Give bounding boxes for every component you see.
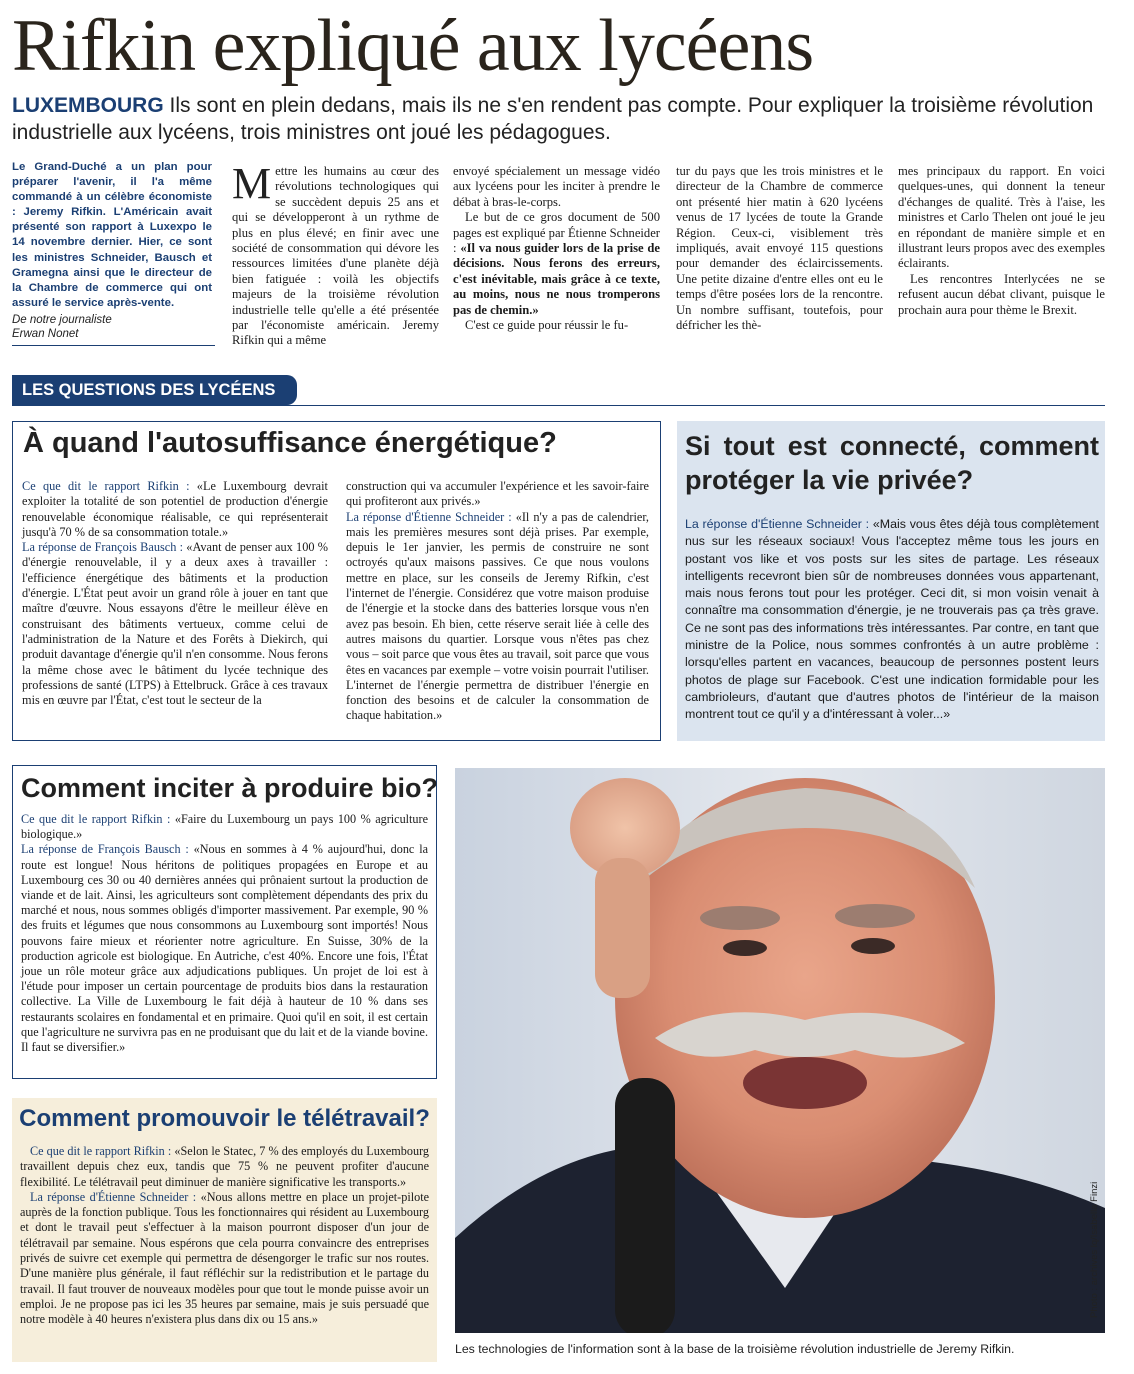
lead-paragraph (12, 92, 1112, 146)
byline-role: De notre journaliste (12, 314, 112, 326)
headline: Rifkin expliqué aux lycéens (12, 5, 814, 87)
article-column-3 (676, 164, 883, 333)
intro-chapeau: Le Grand-Duché a un plan pour préparer l'avenir, il l'a même commandé à un célèbre économiste : Jeremy Rifkin. L'Américain avait présenté son rapport à Luxexpo le 14 novembre dernier. Hier, ce sont les ministres Schneider, Bausch et Gramegna ainsi que le directeur de la Chambre de commerce qui ont assuré le service après-vente. (12, 161, 212, 309)
telework-text (20, 1144, 429, 1328)
section-rule (12, 405, 1105, 406)
rifkin-photo (455, 768, 1105, 1333)
article-quote: «Il va nous guider lors de la prise de décisions. Nous ferons des erreurs, c'est inévitable, mais grâce à ce texte, au moins, nous ne nous tromperons pas de chemin.» (453, 241, 660, 317)
article-col1-text: ettre les humains au cœur des révolutions technologiques qui se succèdent depuis 25 ans et qui se développeront à un rythme de plus en plus élevé; en finir avec une société de consommation qui dévore les ressources limitées d'une planète déjà bien fatiguée : voilà les objectifs majeurs de la troisième révolution industrielle telle qu'elle a été présentée par l'économiste américain. Jeremy Rifkin qui a même (232, 164, 439, 348)
article-column-2 (453, 164, 660, 333)
question-title-energy: À quand l'autosuffisance énergétique? (23, 427, 557, 459)
privacy-title-line-1: Si tout est connecté, comment (685, 431, 1099, 461)
article-col3-text: tur du pays que les trois ministres et le directeur de la Chambre de commerce ont présenté hier matin à 620 lycéens venus de 17 lycées de toute la Grande Région. Ceux-ci, visiblement très impliqués, avait envoyé 115 questions pour demander des éclaircissements. Une petite dizaine d'entre elles ont eu le temps d'être posées lors de la rencontre. Un nombre suffisant, toutefois, pour défricher les thè- (676, 164, 883, 333)
question-box-privacy (677, 421, 1105, 741)
label-schneider: La réponse d'Étienne Schneider : (30, 1189, 201, 1204)
energy-bausch-answer-cont: construction qui va accumuler l'expérience et les savoir-faire qui profiteront aux privés.» (346, 479, 649, 509)
energy-column-2 (346, 479, 649, 724)
organic-text (21, 812, 428, 1055)
privacy-title-line-2: protéger la vie privée? (685, 465, 974, 495)
label-rifkin: Ce que dit le rapport Rifkin : (22, 479, 197, 493)
label-rifkin: Ce que dit le rapport Rifkin : (30, 1144, 175, 1158)
kicker: LUXEMBOURG (12, 94, 164, 117)
energy-schneider-answer: «Il n'y a pas de calendrier, mais les premières mesures sont déjà prises. Par exemple, depuis le 1er janvier, les permis de construire ne sont octroyés qu'aux maisons passives. Ce que nous voulons mettre en place, sur les conseils de Jeremy Rifkin, c'est l'internet de l'énergie. Considérez que votre maison produise de l'énergie et la stocke dans des batteries lorsque vous n'en avez pas besoin. Eh bien, cette réserve serait liée à celle des autres maisons du quartier. Lorsque vous n'êtes pas chez vous – soit parce que vous êtes au travail, soit parce que vous êtes en vacances par exemple – votre voisin pourrait l'utiliser. L'internet de l'énergie permettra de distribuer l'énergie en fonction des besoins et de calculer la consommation de chaque habitation.» (346, 509, 650, 723)
article-col2-para3: C'est ce guide pour réussir le fu- (465, 318, 629, 333)
privacy-answer (685, 516, 1099, 724)
energy-bausch-answer: «Avant de penser aux 100 % d'énergie renouvelable, il y a deux axes à travailler : l'efficience énergétique des bâtiments et la production d'énergie. L'État peut avoir un grand rôle à jouer en tant que maître d'œuvre. Nous essayons d'être le meilleur élève en construisant des bâtiments vertueux, comme celui de l'administration de la Nature et des Forêts à Diekirch, qui produit davantage d'énergie qu'il n'en consomme. Nous ferons la même chose avec le bâtiment du lycée technique des professions de santé (LTPS) à Ettelbruck. Grâce à ces travaux mis en œuvre par l'État, c'est tout le secteur de la (22, 540, 328, 708)
organic-bausch-answer: «Nous en sommes à 4 % aujourd'hui, donc la route est longue! Nous héritons de politiques propagées en Europe et au Luxembourg ces 30 ou 40 dernières années qui prônaient surtout la production de viande et de lait. Ainsi, les agriculteurs sont complètement dépendants des prix du marché et nous, nous sommes obligés d'importer massivement. Par exemple, 90 % des fruits et légumes que nous consommons au Luxembourg sont importés! Nous pouvons faire mieux et réorienter notre agriculture. En Suisse, 30% de la production agricole est biologique. En Autriche, c'est 40%. Encore une fois, l'État joue un rôle moteur grâce aux adjudications publiques. Un projet de loi est à l'étude pour imposer un certain pourcentage de produits bios dans la restauration collective. La Ville de Luxembourg le fait déjà à hauteur de 10 % dans ses restaurants scolaires en fondamental et en primaire. Quoi qu'il en soit, il est certain que l'agriculture ne survivra pas en ne produisant que du lait et de la viande bovine. Il faut se diversifier.» (21, 842, 428, 1055)
privacy-schneider-answer: «Mais vous êtes déjà tous complètement nus sur les réseaux sociaux! Vous l'acceptez même tous les jours en postant vos like et vos posts sur les sites de partage. Les réseaux intelligents recevront bien sûr de nombreuses données vous appartenant, mais nous ferons tout pour les protéger. Ceci dit, si mon voisin venait à connaître ma consommation d'énergie, je ne trouverais pas ça très grave. Ce ne sont pas des informations très intéressantes. Par contre, en tant que ministre de la Police, nous sommes confrontés à un autre problème : lorsqu'elles partent en vacances, beaucoup de personnes postent leurs photos de plage sur Facebook. C'est une indication formidable pour les cambrioleurs, d'autant que d'autres photos de l'intérieur de la maison montrent tout ce qu'il y a d'intéressant à voler...» (685, 517, 1100, 722)
byline-author: Erwan Nonet (12, 328, 79, 340)
question-box-energy (12, 421, 661, 741)
label-schneider: La réponse d'Étienne Schneider : (685, 517, 873, 531)
question-title-telework: Comment promouvoir le télétravail? (19, 1105, 430, 1132)
article-column-1 (232, 159, 439, 349)
photo-caption: Les technologies de l'information sont à la base de la troisième révolution industrielle de Jeremy Rifkin. (455, 1342, 1015, 1356)
article-col2-para2: Le but de ce gros document de 500 pages est expliqué par Étienne Schneider : (453, 210, 660, 256)
rifkin-portrait-illustration (455, 768, 1105, 1333)
article-col2-para1: envoyé spécialement un message vidéo aux lycéens pour les inciter à prendre le débat à bras-le-corps. (453, 164, 660, 209)
article-column-4 (898, 164, 1105, 318)
question-box-organic (12, 765, 437, 1079)
label-rifkin: Ce que dit le rapport Rifkin : (21, 812, 175, 826)
label-bausch: La réponse de François Bausch : (22, 540, 187, 555)
question-title-organic: Comment inciter à produire bio? (21, 773, 439, 803)
label-schneider: La réponse d'Étienne Schneider : (346, 509, 516, 524)
article-col4-para2: Les rencontres Interlycées ne se refusent aucun débat clivant, puisque le prochain aura pour thème le Brexit. (898, 271, 1105, 317)
article-col4-para1: mes principaux du rapport. En voici quelques-unes, qui donnent la teneur d'échanges de qualité. Très à l'aise, les ministres et Carlo Thelen ont joué le jeu en répondant de manière simple et en illustrant leurs propos avec des exemples éclairants. (898, 164, 1105, 271)
telework-schneider-answer: «Nous allons mettre en place un projet-pilote auprès de la fonction publique. Tous les fonctionnaires qui résident au Luxembourg et dont le travail peut s'effectuer à la maison pourront disposer d'un jour de télétravail par semaine. Nous espérons que cela pourra convaincre des entreprises privés de suivre cet exemple qui permettra de désengorger le trafic sur nos routes. D'une manière plus générale, il faut réfléchir sur la redistribution et le partage du travail. Il faut trouver de nouveaux modèles pour que tout le monde puisse avoir un emploi. Je ne propose pas ici les 35 heures par semaine, mais je suis persuadé que notre modèle à 40 heures n'existera plus dans dix ou 15 ans.» (20, 1189, 429, 1327)
telework-report-quote: «Selon le Statec, 7 % des employés du Luxembourg travaillent depuis chez eux, tandis que 75 % ne peuvent profiter d'aucune flexibilité. Le télétravail peut diminuer de manière significative les transports.» (20, 1144, 429, 1189)
question-box-telework (12, 1098, 437, 1362)
byline (12, 313, 215, 346)
drop-cap: M (232, 159, 272, 208)
lead-text: Ils sont en plein dedans, mais ils ne s'en rendent pas compte. Pour expliquer la troisième révolution industrielle aux lycéens, trois ministres ont joué les pédagogues. (12, 94, 1094, 144)
question-title-privacy (685, 429, 1099, 497)
label-bausch: La réponse de François Bausch : (21, 842, 194, 857)
section-header: LES QUESTIONS DES LYCÉENS (12, 375, 297, 405)
energy-column-1 (22, 479, 328, 708)
organic-report-quote: «Faire du Luxembourg un pays 100 % agriculture biologique.» (21, 812, 428, 842)
photo-credit: Photo : archives lq/Isabella Finzi (1089, 1181, 1100, 1318)
energy-report-quote: «Le Luxembourg devrait exploiter la totalité de son potentiel de production d'énergie renouvelable économique réalisable, ce qui représenterait jusqu'à 70 % de sa consommation totale.» (22, 479, 328, 539)
